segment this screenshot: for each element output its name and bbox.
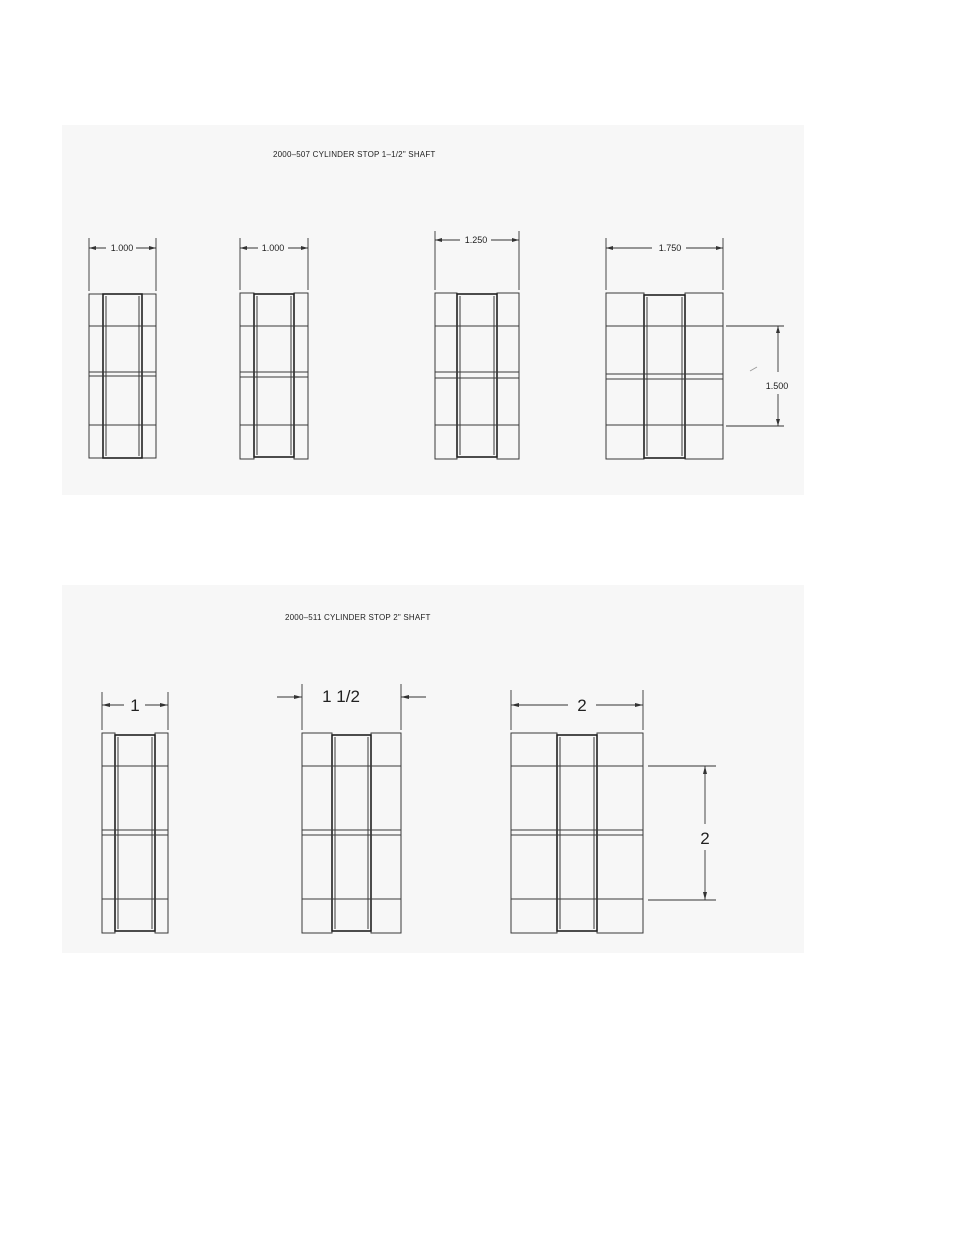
bottom-dim-part-3 [511, 690, 643, 730]
section-title-bottom: 2000–511 CYLINDER STOP 2" SHAFT [285, 613, 431, 622]
top-part-4 [606, 293, 723, 459]
dim-label-bottom-part-2: 1 1/2 [322, 687, 360, 706]
dim-label-bottom-height: 2 [700, 829, 710, 848]
dim-label-top-part-2: 1.000 [261, 243, 285, 253]
top-part-2 [240, 293, 308, 459]
bottom-part-3 [511, 733, 643, 933]
top-dim-part-2 [240, 238, 308, 290]
section-title-top: 2000–507 CYLINDER STOP 1–1/2" SHAFT [273, 150, 436, 159]
top-dim-height [726, 326, 788, 426]
dim-label-top-part-1: 1.000 [110, 243, 134, 253]
bottom-dim-height [648, 766, 716, 900]
bottom-part-1 [102, 733, 168, 933]
top-part-1 [89, 294, 156, 458]
bottom-part-2 [302, 733, 401, 933]
bottom-dim-part-1 [102, 692, 168, 730]
dim-label-top-height: 1.500 [765, 381, 789, 391]
dim-label-bottom-part-3: 2 [577, 696, 587, 715]
bottom-dim-part-2 [277, 684, 426, 730]
dim-label-top-part-3: 1.250 [464, 235, 488, 245]
top-dim-part-3 [435, 231, 519, 290]
top-part-3 [435, 293, 519, 459]
top-dim-part-4 [606, 238, 723, 290]
top-dim-part-1 [89, 238, 156, 291]
dim-label-top-part-4: 1.750 [658, 243, 682, 253]
dim-label-bottom-part-1: 1 [130, 696, 140, 715]
